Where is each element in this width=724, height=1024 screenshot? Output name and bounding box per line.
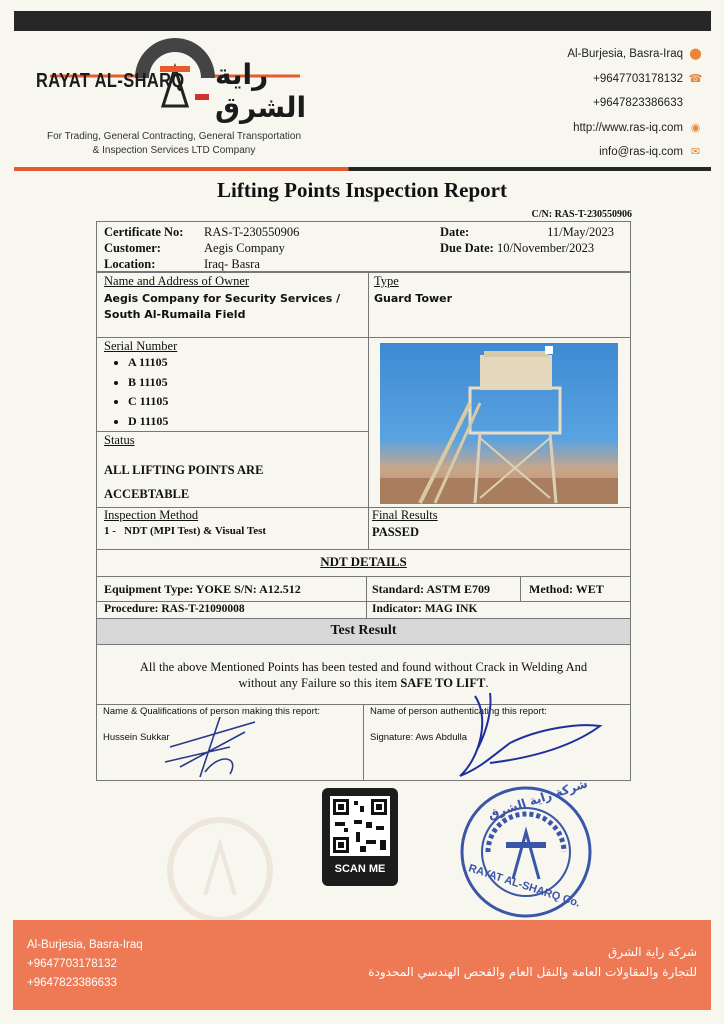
test-result-text — [96, 659, 631, 691]
phone-icon: ☎ — [688, 72, 703, 85]
result-line-2-suffix: . — [485, 676, 489, 690]
type-label: Type — [374, 274, 399, 288]
serial-item: • B 11105 — [128, 373, 168, 393]
date-label: Date: — [440, 225, 470, 239]
inspection-method-label: Inspection Method — [104, 508, 199, 522]
inspector-label: Name & Qualifications of person making this report: — [103, 706, 321, 717]
serial-item: • A 11105 — [128, 353, 168, 373]
serial-number-label: Serial Number — [104, 339, 178, 353]
footer-arabic-line-2: للتجارة والمقاولات العامة والنقل العام والفحص الهندسي المحدودة — [368, 965, 697, 979]
equipment-type: Equipment Type: YOKE S/N: A12.512 — [104, 582, 301, 596]
contact-phone-1[interactable]: +9647703178132 — [593, 72, 683, 85]
tagline-line-2: & Inspection Services LTD Company — [92, 145, 256, 156]
owner-label: Name and Address of Owner — [104, 274, 250, 288]
contact-website-link[interactable]: http://www.ras-iq.com — [573, 121, 683, 134]
indicator-value: Indicator: MAG INK — [372, 603, 478, 615]
certificate-left-block — [104, 224, 299, 272]
logo-watermark — [165, 815, 275, 925]
certificate-value: RAS-T-230550906 — [204, 225, 300, 239]
serial-status-divider — [96, 431, 369, 432]
serial-item: • C 11105 — [128, 392, 168, 412]
footer-address: Al-Burjesia, Basra-Iraq — [27, 939, 143, 951]
guard-tower-illustration — [380, 343, 618, 504]
serial-item: • D 11105 — [128, 412, 168, 432]
footer-phone-2[interactable]: +9647823386633 — [27, 977, 117, 989]
qr-code-pattern — [330, 796, 390, 856]
owner-value — [104, 291, 340, 323]
company-logo — [30, 36, 330, 136]
ndt-method-value: Method: WET — [529, 582, 604, 596]
safe-to-lift-text: SAFE TO LIFT — [400, 676, 486, 690]
qr-code-block[interactable] — [322, 788, 398, 886]
footer-bar — [13, 920, 711, 1010]
status-value — [104, 458, 263, 506]
location-pin-icon: ⬤ — [689, 48, 702, 60]
inspection-method-value: 1 - NDT (MPI Test) & Visual Test — [104, 525, 267, 537]
serial-number-list — [104, 353, 168, 431]
standard-value: Standard: ASTM E709 — [372, 582, 491, 596]
ndt-details-title: NDT DETAILS — [320, 554, 407, 569]
company-tagline — [24, 130, 324, 158]
status-label: Status — [104, 433, 135, 447]
qr-code[interactable] — [330, 796, 390, 856]
certificate-right-block — [440, 224, 614, 256]
globe-icon: ◉ — [690, 121, 701, 134]
owner-line-1: Aegis Company for Security Services / — [104, 292, 341, 305]
location-label: Location: — [104, 257, 156, 271]
mail-icon: ✉ — [690, 146, 701, 158]
footer-arabic-line-1: شركة راية الشرق — [608, 945, 697, 959]
owner-line-2: South Al-Rumaila Field — [104, 308, 246, 321]
scan-me-label: SCAN ME — [334, 863, 386, 875]
final-results-value: PASSED — [372, 525, 420, 539]
authenticator-label: Name of person authenticating this report: — [370, 706, 547, 717]
stamp-arabic-text: شركة راية الشرق — [486, 776, 590, 822]
due-date-value: 10/November/2023 — [496, 241, 595, 255]
result-line-1: All the above Mentioned Points has been tested and found without Crack in Welding And — [139, 660, 588, 674]
cn-number: C/N: RAS-T-230550906 — [531, 209, 632, 220]
authenticator-signature — [420, 688, 610, 780]
status-line-2: ACCEBTABLE — [104, 487, 190, 501]
authenticator-name: Signature: Aws Abdulla — [370, 732, 468, 743]
procedure-value: Procedure: RAS-T-21090008 — [104, 603, 245, 615]
final-results-label: Final Results — [372, 508, 438, 522]
due-date-label: Due Date: — [440, 241, 494, 255]
customer-label: Customer: — [104, 241, 161, 255]
report-title: Lifting Points Inspection Report — [217, 178, 507, 202]
test-result-title: Test Result — [330, 623, 397, 638]
top-dark-bar — [14, 11, 711, 31]
header-divider — [14, 167, 711, 171]
contact-address: Al-Burjesia, Basra-Iraq — [567, 48, 683, 60]
brand-name-arabic: راية الشرق — [215, 58, 307, 124]
customer-value: Aegis Company — [204, 241, 285, 255]
date-value: 11/May/2023 — [547, 225, 614, 239]
stamp-english-text: RAYAT AL-SHARQ Co. — [466, 862, 582, 910]
tagline-line-1: For Trading, General Contracting, General Transportation — [46, 131, 302, 142]
status-line-1: ALL LIFTING POINTS ARE — [104, 463, 264, 477]
blank-icon — [689, 97, 702, 110]
contact-email-link[interactable]: info@ras-iq.com — [599, 146, 683, 158]
footer-arabic — [368, 942, 697, 982]
result-line-2-prefix: without any Failure so this item — [238, 676, 401, 690]
inspector-name: Hussein Sukkar — [103, 732, 170, 743]
contact-phone-2[interactable]: +9647823386633 — [593, 97, 683, 109]
footer-phone-1[interactable]: +9647703178132 — [27, 958, 117, 970]
certificate-label: Certificate No: — [104, 225, 184, 239]
inspector-signature — [160, 712, 270, 782]
location-value: Iraq- Basra — [204, 257, 260, 271]
header-contact — [567, 42, 702, 165]
type-cell — [368, 272, 631, 338]
type-value: Guard Tower — [374, 292, 453, 305]
footer-contact — [27, 936, 143, 993]
brand-name: RAYAT AL-SHARQ — [36, 70, 185, 92]
guard-tower-photo — [380, 343, 618, 504]
